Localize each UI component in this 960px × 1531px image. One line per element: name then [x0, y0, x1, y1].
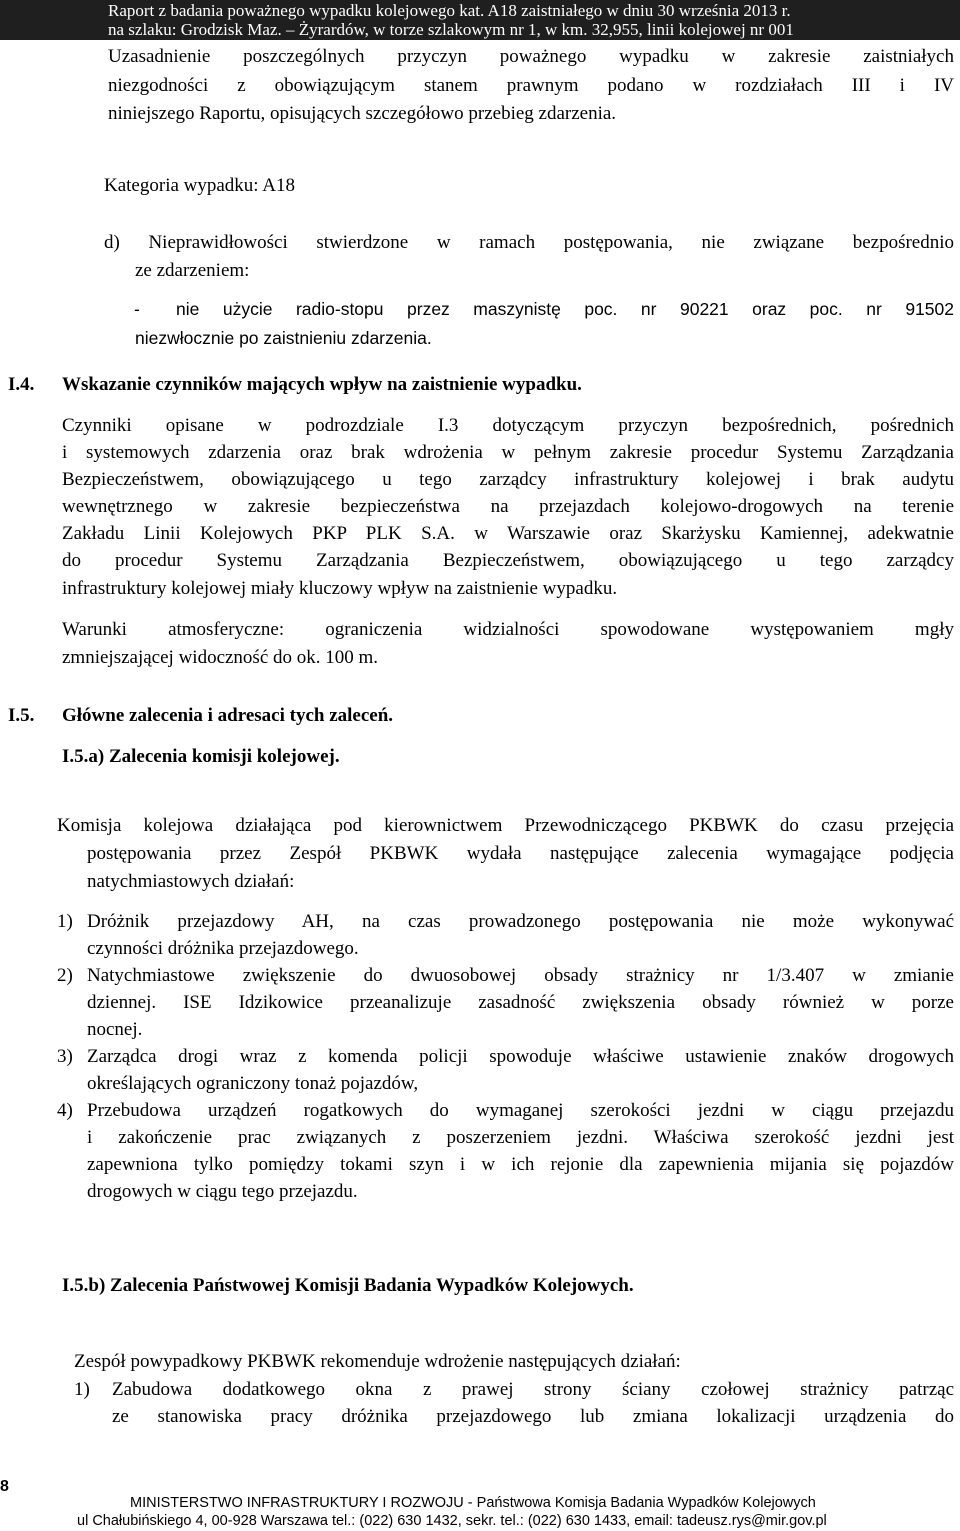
i4-para2-line-1: Warunki atmosferyczne: ograniczenia widzialności spowodowane występowaniem mgły	[62, 619, 954, 640]
header-title-line: Raport z badania poważnego wypadku kolejowego kat. A18 zaistniałego w dniu 30 września 2013 r.	[108, 1, 791, 20]
section-i4-number: I.4.	[8, 374, 35, 395]
i4-para1-line-4: wewnętrznego w zakresie bezpieczeństwa na przejazdach kolejowo-drogowych na terenie	[62, 496, 954, 517]
i4-para2-line-2: zmniejszającej widoczność do ok. 100 m.	[62, 647, 379, 668]
item-d-line-1: d) Nieprawidłowości stwierdzone w ramach postępowania, nie związane bezpośrednio	[104, 232, 954, 253]
i5b-item-1-line-1: Zabudowa dodatkowego okna z prawej strony ściany czołowej strażnicy patrząc	[112, 1379, 954, 1400]
i5a-item-3-line-1: Zarządca drogi wraz z komenda policji spowoduje właściwe ustawienie znaków drogowych	[87, 1046, 954, 1067]
section-i5-number: I.5.	[8, 705, 35, 726]
item-d-line-2: ze zdarzeniem:	[135, 260, 250, 281]
i5a-intro-line-1: Komisja kolejowa działająca pod kierownictwem Przewodniczącego PKBWK do czasu przejęcia	[57, 815, 954, 836]
bullet-line-2: niezwłocznie po zaistnieniu zdarzenia.	[135, 328, 432, 348]
i5a-item-1-line-2: czynności dróżnika przejazdowego.	[87, 938, 359, 959]
i5a-item-2-number: 2)	[57, 965, 73, 986]
section-i4-title: Wskazanie czynników mających wpływ na zaistnienie wypadku.	[62, 374, 582, 395]
i5a-item-4-line-2: i zakończenie prac związanych z poszerzeniem jezdni. Właściwa szerokość jezdni jest	[87, 1127, 954, 1148]
i5a-item-2-line-2: dziennej. ISE Idzikowice przeanalizuje zasadność zwiększenia obsady również w porze	[87, 992, 954, 1013]
i4-para1-line-1: Czynniki opisane w podrozdziale I.3 dotyczącym przyczyn bezpośrednich, pośrednich	[62, 415, 954, 436]
document-header	[0, 0, 960, 40]
section-i5a-title: I.5.a) Zalecenia komisji kolejowej.	[62, 746, 340, 767]
i4-para1-line-2: i systemowych zdarzenia oraz brak wdrożenia w pełnym zakresie procedur Systemu Zarządzania	[62, 442, 954, 463]
i4-para1-line-3: Bezpieczeństwem, obowiązującego u tego zarządcy infrastruktury kolejowej i brak audytu	[62, 469, 954, 490]
bullet-dash: -	[134, 299, 140, 319]
i5a-item-4-line-1: Przebudowa urządzeń rogatkowych do wymaganej szerokości jezdni w ciągu przejazdu	[87, 1100, 954, 1121]
intro-line-1: Uzasadnienie poszczególnych przyczyn poważnego wypadku w zakresie zaistniałych	[108, 46, 954, 67]
header-location-line: na szlaku: Grodzisk Maz. – Żyrardów, w torze szlakowym nr 1, w km. 32,955, linii kolejowej nr 001	[108, 20, 794, 39]
i5a-item-4-number: 4)	[57, 1100, 73, 1121]
section-i5-title: Główne zalecenia i adresaci tych zaleceń.	[62, 705, 394, 726]
i5a-item-3-line-2: określających ograniczony tonaż pojazdów,	[87, 1073, 419, 1094]
i4-para1-line-6: do procedur Systemu Zarządzania Bezpieczeństwem, obowiązującego u tego zarządcy	[62, 550, 954, 571]
i5a-item-1-line-1: Dróżnik przejazdowy AH, na czas prowadzonego postępowania nie może wykonywać	[87, 911, 954, 932]
bullet-line-1: nie użycie radio-stopu przez maszynistę poc. nr 90221 oraz poc. nr 91502	[176, 299, 954, 319]
i4-para1-line-5: Zakładu Linii Kolejowych PKP PLK S.A. w Warszawie oraz Skarżysku Kamiennej, adekwatnie	[62, 523, 954, 544]
i5a-intro-line-2: postępowania przez Zespół PKBWK wydała następujące zalecenia wymagające podjęcia	[87, 843, 954, 864]
i5a-item-1-number: 1)	[57, 911, 73, 932]
footer-address: ul Chałubińskiego 4, 00-928 Warszawa tel.: (022) 630 1432, sekr. tel.: (022) 630 1433, email: tadeusz.rys@mir.gov.pl	[77, 1513, 827, 1529]
i5a-item-2-line-3: nocnej.	[87, 1019, 143, 1040]
accident-category: Kategoria wypadku: A18	[104, 175, 296, 196]
i5a-item-4-line-3: zapewniona tylko pomiędzy tokami szyn i w ich rejonie dla zapewnienia mijania się pojazdów	[87, 1154, 954, 1175]
page-number: 8	[0, 1478, 9, 1495]
i4-para1-line-7: infrastruktury kolejowej miały kluczowy wpływ na zaistnienie wypadku.	[62, 578, 618, 599]
footer-institution: MINISTERSTWO INFRASTRUKTURY I ROZWOJU - Państwowa Komisja Badania Wypadków Kolejowych	[130, 1495, 816, 1511]
intro-line-2: niezgodności z obowiązującym stanem prawnym podano w rozdziałach III i IV	[108, 75, 954, 96]
i5a-item-2-line-1: Natychmiastowe zwiększenie do dwuosobowej obsady strażnicy nr 1/3.407 w zmianie	[87, 965, 954, 986]
i5b-item-1-number: 1)	[74, 1379, 90, 1400]
i5b-intro: Zespół powypadkowy PKBWK rekomenduje wdrożenie następujących działań:	[74, 1351, 681, 1372]
i5b-item-1-line-2: ze stanowiska pracy dróżnika przejazdowego lub zmiana lokalizacji urządzenia do	[112, 1406, 954, 1427]
i5a-intro-line-3: natychmiastowych działań:	[87, 871, 295, 892]
section-i5b-title: I.5.b) Zalecenia Państwowej Komisji Badania Wypadków Kolejowych.	[62, 1275, 634, 1296]
i5a-item-4-line-4: drogowych w ciągu tego przejazdu.	[87, 1181, 358, 1202]
i5a-item-3-number: 3)	[57, 1046, 73, 1067]
intro-line-3: niniejszego Raportu, opisujących szczegółowo przebieg zdarzenia.	[108, 103, 617, 124]
document-footer	[0, 1493, 960, 1531]
